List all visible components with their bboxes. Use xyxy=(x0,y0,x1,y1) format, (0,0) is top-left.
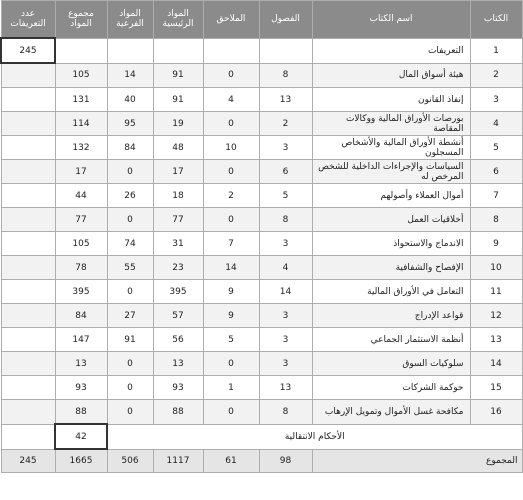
main-articles-count: 56 xyxy=(153,328,203,352)
totals-label: المجموع xyxy=(312,449,522,473)
transitional-definitions-count xyxy=(1,424,55,449)
totals-chapters: 98 xyxy=(259,449,312,473)
main-articles-count: 57 xyxy=(153,304,203,328)
transitional-provisions-label: الأحكام الانتقالية xyxy=(107,424,522,449)
chapters-count: 2 xyxy=(259,112,312,136)
sub-articles-count: 26 xyxy=(107,184,153,208)
total-articles-count xyxy=(55,38,107,63)
total-articles-count: 93 xyxy=(55,376,107,400)
book-number: 9 xyxy=(470,232,522,256)
book-name: مكافحة غسل الأموال وتمويل الإرهاب xyxy=(312,400,470,425)
sub-articles-count: 0 xyxy=(107,208,153,232)
book-name: قواعد الإدراج xyxy=(312,304,470,328)
transitional-total-articles: 42 xyxy=(55,424,107,449)
annexes-count: 1 xyxy=(203,376,259,400)
annexes-count: 0 xyxy=(203,112,259,136)
book-name: التعريفات xyxy=(312,38,470,63)
sub-articles-count: 95 xyxy=(107,112,153,136)
book-number: 2 xyxy=(470,63,522,88)
sub-articles-count: 0 xyxy=(107,280,153,304)
sub-articles-count: 27 xyxy=(107,304,153,328)
book-number: 14 xyxy=(470,352,522,376)
book-number: 12 xyxy=(470,304,522,328)
main-articles-count: 18 xyxy=(153,184,203,208)
table-row xyxy=(1,304,522,328)
chapters-count: 3 xyxy=(259,328,312,352)
header-book-number: الكتاب xyxy=(470,1,522,39)
header-annexes: الملاحق xyxy=(203,1,259,39)
totals-total-articles: 1665 xyxy=(55,449,107,473)
total-articles-count: 78 xyxy=(55,256,107,280)
main-articles-count: 93 xyxy=(153,376,203,400)
total-articles-count: 84 xyxy=(55,304,107,328)
chapters-count: 5 xyxy=(259,184,312,208)
book-number: 10 xyxy=(470,256,522,280)
chapters-count: 14 xyxy=(259,280,312,304)
book-number: 13 xyxy=(470,328,522,352)
book-number: 11 xyxy=(470,280,522,304)
main-articles-count: 13 xyxy=(153,352,203,376)
annexes-count: 9 xyxy=(203,304,259,328)
book-number: 3 xyxy=(470,88,522,112)
sub-articles-count: 0 xyxy=(107,376,153,400)
main-articles-count: 48 xyxy=(153,136,203,160)
definitions-count xyxy=(1,184,55,208)
totals-sub-articles: 506 xyxy=(107,449,153,473)
chapters-count: 3 xyxy=(259,232,312,256)
definitions-count xyxy=(1,376,55,400)
table-row xyxy=(1,63,522,88)
book-number: 7 xyxy=(470,184,522,208)
table-row xyxy=(1,208,522,232)
table-row xyxy=(1,256,522,280)
total-articles-count: 131 xyxy=(55,88,107,112)
chapters-count xyxy=(259,38,312,63)
chapters-count: 8 xyxy=(259,208,312,232)
table-row xyxy=(1,376,522,400)
table-body xyxy=(1,38,522,473)
book-number: 16 xyxy=(470,400,522,425)
totals-main-articles: 1117 xyxy=(153,449,203,473)
annexes-count: 0 xyxy=(203,63,259,88)
header-total-articles: مجموع المواد xyxy=(55,1,107,39)
total-articles-count: 17 xyxy=(55,160,107,184)
book-name: هيئة أسواق المال xyxy=(312,63,470,88)
table-row xyxy=(1,112,522,136)
book-name: حوكمة الشركات xyxy=(312,376,470,400)
chapters-count: 3 xyxy=(259,136,312,160)
book-name: الاندماج والاستحواذ xyxy=(312,232,470,256)
total-articles-count: 105 xyxy=(55,232,107,256)
total-articles-count: 13 xyxy=(55,352,107,376)
chapters-count: 3 xyxy=(259,304,312,328)
book-name: أنظمة الاستثمار الجماعي xyxy=(312,328,470,352)
total-articles-count: 105 xyxy=(55,63,107,88)
definitions-count xyxy=(1,160,55,184)
main-articles-count: 91 xyxy=(153,63,203,88)
book-number: 15 xyxy=(470,376,522,400)
main-articles-count: 17 xyxy=(153,160,203,184)
main-articles-count: 31 xyxy=(153,232,203,256)
book-name: إنفاذ القانون xyxy=(312,88,470,112)
chapters-count: 6 xyxy=(259,160,312,184)
header-definitions-count: عدد التعريفات xyxy=(1,1,55,39)
annexes-count: 0 xyxy=(203,160,259,184)
total-articles-count: 77 xyxy=(55,208,107,232)
sub-articles-count: 84 xyxy=(107,136,153,160)
header-sub-articles: المواد الفرعية xyxy=(107,1,153,39)
table-row xyxy=(1,88,522,112)
main-articles-count xyxy=(153,38,203,63)
chapters-count: 8 xyxy=(259,63,312,88)
table-row xyxy=(1,280,522,304)
definitions-count xyxy=(1,208,55,232)
total-articles-count: 88 xyxy=(55,400,107,425)
chapters-count: 4 xyxy=(259,256,312,280)
table-row xyxy=(1,184,522,208)
definitions-count xyxy=(1,328,55,352)
total-articles-count: 395 xyxy=(55,280,107,304)
book-name: الإفصاح والشفافية xyxy=(312,256,470,280)
header-main-articles: المواد الرئيسية xyxy=(153,1,203,39)
book-name: أخلاقيات العمل xyxy=(312,208,470,232)
definitions-count xyxy=(1,400,55,425)
total-articles-count: 44 xyxy=(55,184,107,208)
definitions-count: 245 xyxy=(1,38,55,63)
total-articles-count: 147 xyxy=(55,328,107,352)
table-row xyxy=(1,160,522,184)
table-row xyxy=(1,232,522,256)
sub-articles-count: 55 xyxy=(107,256,153,280)
annexes-count: 9 xyxy=(203,280,259,304)
header-book-name: اسم الكتاب xyxy=(312,1,470,39)
totals-annexes: 61 xyxy=(203,449,259,473)
definitions-count xyxy=(1,136,55,160)
total-articles-count: 132 xyxy=(55,136,107,160)
definitions-count xyxy=(1,304,55,328)
book-name: أنشطة الأوراق المالية والأشخاص المسجلون xyxy=(312,136,470,160)
sub-articles-count: 74 xyxy=(107,232,153,256)
definitions-count xyxy=(1,232,55,256)
annexes-count: 4 xyxy=(203,88,259,112)
chapters-count: 3 xyxy=(259,352,312,376)
annexes-count: 14 xyxy=(203,256,259,280)
totals-row xyxy=(1,449,522,473)
book-number: 6 xyxy=(470,160,522,184)
totals-definitions: 245 xyxy=(1,449,55,473)
definitions-count xyxy=(1,352,55,376)
table-row xyxy=(1,352,522,376)
sub-articles-count: 0 xyxy=(107,400,153,425)
book-number: 1 xyxy=(470,38,522,63)
table-row xyxy=(1,328,522,352)
main-articles-count: 91 xyxy=(153,88,203,112)
table-row xyxy=(1,400,522,425)
annexes-count: 7 xyxy=(203,232,259,256)
main-articles-count: 19 xyxy=(153,112,203,136)
sub-articles-count: 40 xyxy=(107,88,153,112)
annexes-count: 0 xyxy=(203,400,259,425)
sub-articles-count: 0 xyxy=(107,160,153,184)
definitions-count xyxy=(1,280,55,304)
book-name: السياسات والإجراءات الداخلية للشخص المرخص له xyxy=(312,160,470,184)
definitions-count xyxy=(1,88,55,112)
table-row xyxy=(1,38,522,63)
table-row xyxy=(1,136,522,160)
book-name: سلوكيات السوق xyxy=(312,352,470,376)
definitions-count xyxy=(1,112,55,136)
annexes-count: 2 xyxy=(203,184,259,208)
annexes-count: 0 xyxy=(203,208,259,232)
book-number: 4 xyxy=(470,112,522,136)
chapters-count: 13 xyxy=(259,88,312,112)
book-number: 8 xyxy=(470,208,522,232)
sub-articles-count: 14 xyxy=(107,63,153,88)
chapters-count: 8 xyxy=(259,400,312,425)
annexes-count: 10 xyxy=(203,136,259,160)
sub-articles-count: 91 xyxy=(107,328,153,352)
book-number: 5 xyxy=(470,136,522,160)
main-articles-count: 23 xyxy=(153,256,203,280)
header-chapters: الفصول xyxy=(259,1,312,39)
chapters-count: 13 xyxy=(259,376,312,400)
definitions-count xyxy=(1,63,55,88)
main-articles-count: 88 xyxy=(153,400,203,425)
total-articles-count: 114 xyxy=(55,112,107,136)
book-name: التعامل في الأوراق المالية xyxy=(312,280,470,304)
book-name: أموال العملاء وأصولهم xyxy=(312,184,470,208)
annexes-count: 5 xyxy=(203,328,259,352)
definitions-count xyxy=(1,256,55,280)
main-articles-count: 77 xyxy=(153,208,203,232)
main-articles-count: 395 xyxy=(153,280,203,304)
book-name: بورصات الأوراق المالية ووكالات المقاصة xyxy=(312,112,470,136)
annexes-count xyxy=(203,38,259,63)
sub-articles-count xyxy=(107,38,153,63)
header-row xyxy=(1,1,522,39)
sub-articles-count: 0 xyxy=(107,352,153,376)
annexes-count: 0 xyxy=(203,352,259,376)
transitional-provisions-row xyxy=(1,424,522,449)
